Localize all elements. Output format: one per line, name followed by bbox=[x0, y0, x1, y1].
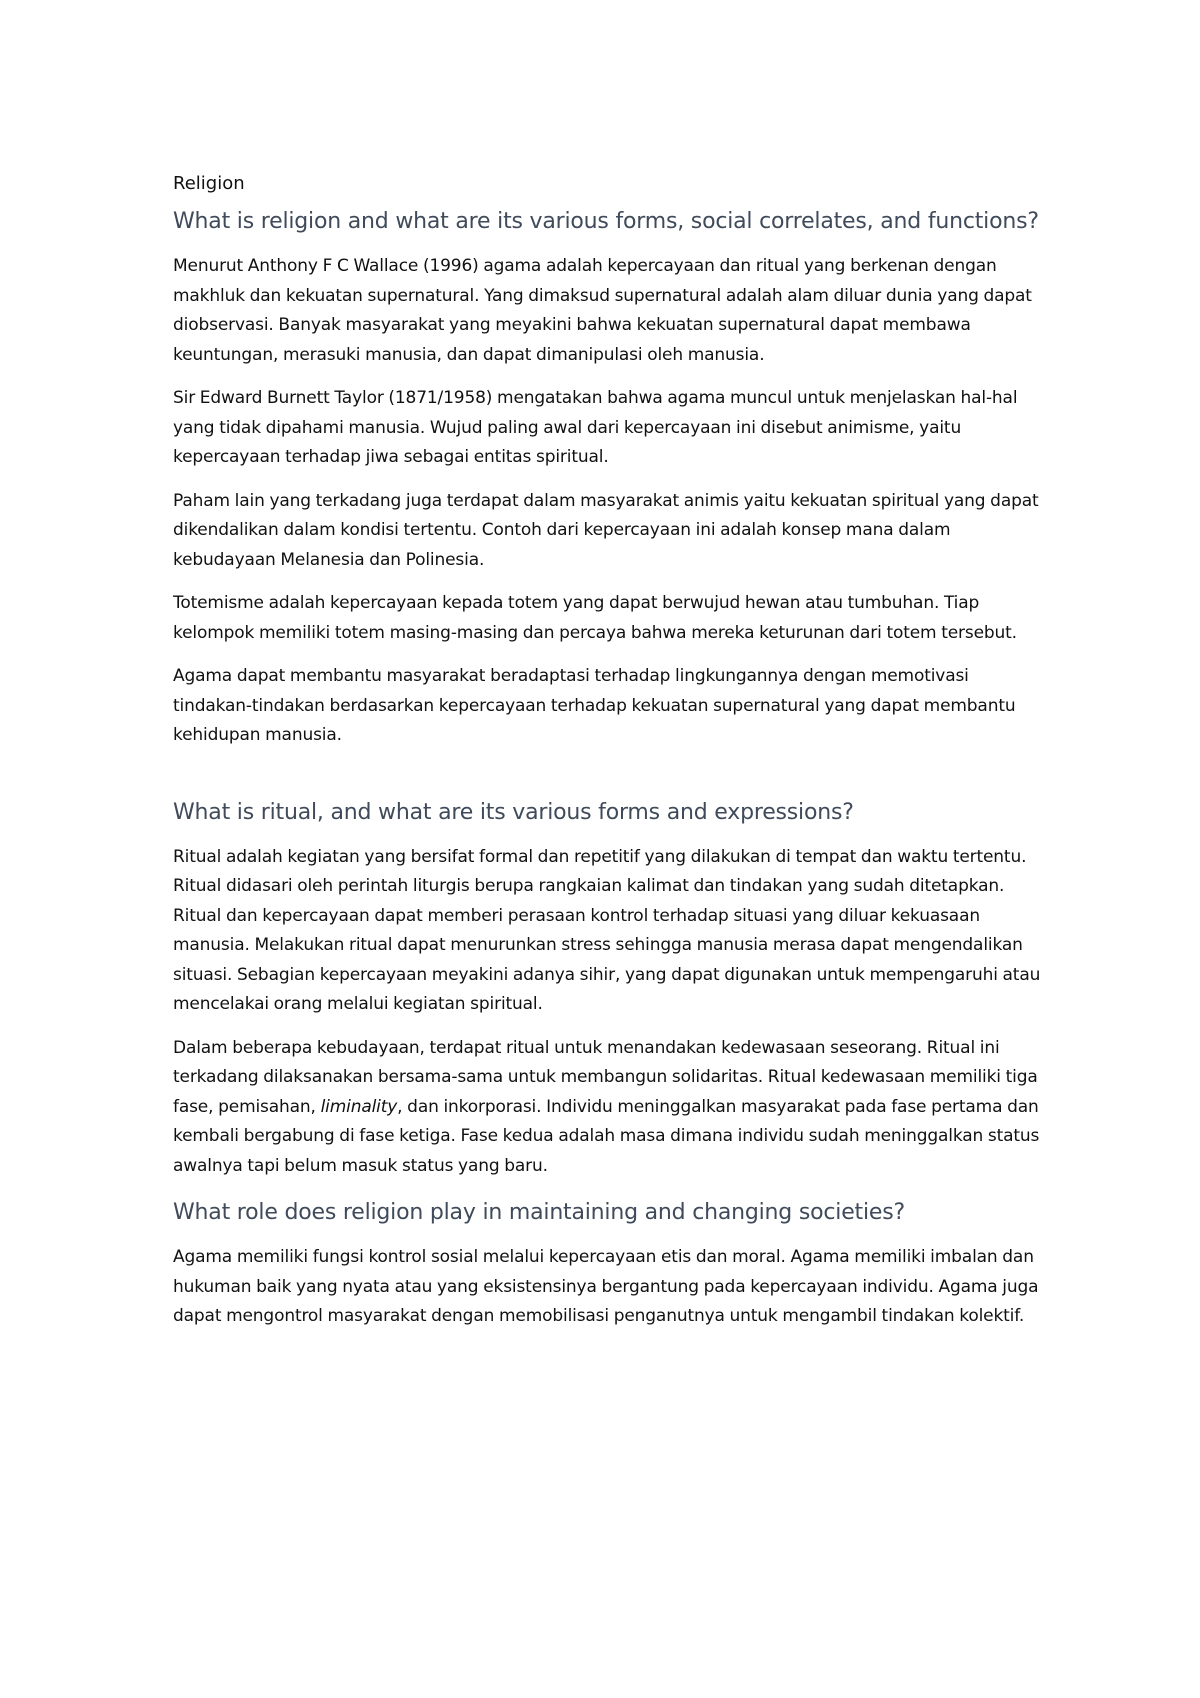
section-heading: What is religion and what are its various forms, social correlates, and functions? bbox=[173, 209, 1039, 234]
section-ritual-forms bbox=[173, 795, 1043, 1182]
section-heading: What is ritual, and what are its various forms and expressions? bbox=[173, 799, 854, 825]
paragraph-with-italic bbox=[173, 1034, 1043, 1182]
paragraph: Sir Edward Burnett Taylor (1871/1958) mengatakan bahwa agama muncul untuk menjelaskan hal-hal yang tidak dipahami manusia. Wujud paling awal dari kepercayaan ini disebut animisme, yaitu kepercayaan terhadap jiwa sebagai entitas spiritual. bbox=[173, 388, 1018, 467]
section-heading: What role does religion play in maintaining and changing societies? bbox=[173, 1200, 905, 1225]
document-title: Religion bbox=[173, 173, 245, 194]
section-religion-role bbox=[173, 1195, 1043, 1332]
italic-term: liminality bbox=[320, 1096, 398, 1117]
paragraph: Agama dapat membantu masyarakat beradaptasi terhadap lingkungannya dengan memotivasi tindakan-tindakan berdasarkan kepercayaan terhadap kekuatan supernatural yang dapat membantu kehidupan manusia. bbox=[173, 666, 1016, 745]
paragraph-text: Dalam beberapa kebudayaan, terdapat ritual untuk menandakan kedewasaan seseorang. Ritual ini terkadang dilaksanakan bersama-sama untuk membangun solidaritas. Ritual kedewasaan memiliki tiga fase, pemisahan, bbox=[173, 1037, 1038, 1117]
document-body bbox=[173, 170, 1043, 1346]
paragraph: Paham lain yang terkadang juga terdapat dalam masyarakat animis yaitu kekuatan spiritual yang dapat dikendalikan dalam kondisi tertentu. Contoh dari kepercayaan ini adalah konsep mana dalam kebudayaan Melanesia dan Polinesia. bbox=[173, 490, 1039, 570]
paragraph: Menurut Anthony F C Wallace (1996) agama adalah kepercayaan dan ritual yang berkenan dengan makhluk dan kekuatan supernatural. Yang dimaksud supernatural adalah alam diluar dunia yang dapat diobservasi. Banyak masyarakat yang meyakini bahwa kekuatan supernatural dapat membawa keuntungan, merasuki manusia, dan dapat dimanipulasi oleh manusia. bbox=[173, 256, 1032, 365]
paragraph-text: , dan inkorporasi. Individu meninggalkan masyarakat pada fase pertama dan kembali bergabung di fase ketiga. Fase kedua adalah masa dimana individu sudah meninggalkan status awalnya tapi belum masuk status yang baru. bbox=[173, 1096, 1040, 1176]
paragraph: Ritual adalah kegiatan yang bersifat formal dan repetitif yang dilakukan di tempat dan waktu tertentu. Ritual didasari oleh perintah liturgis berupa rangkaian kalimat dan tindakan yang sudah ditetapkan. Ritual dan kepercayaan dapat memberi perasaan kontrol terhadap situasi yang diluar kekuasaan manusia. Melakukan ritual dapat menurunkan stress sehingga manusia merasa dapat mengendalikan situasi. Sebagian kepercayaan meyakini adanya sihir, yang dapat digunakan untuk mempengaruhi atau mencelakai orang melalui kegiatan spiritual. bbox=[173, 846, 1041, 1014]
section-religion-forms bbox=[173, 204, 1043, 751]
paragraph: Agama memiliki fungsi kontrol sosial melalui kepercayaan etis dan moral. Agama memiliki imbalan dan hukuman baik yang nyata atau yang eksistensinya bergantung pada kepercayaan individu. Agama juga dapat mengontrol masyarakat dengan memobilisasi penganutnya untuk mengambil tindakan kolektif. bbox=[173, 1247, 1039, 1326]
paragraph: Totemisme adalah kepercayaan kepada totem yang dapat berwujud hewan atau tumbuhan. Tiap kelompok memiliki totem masing-masing dan percaya bahwa mereka keturunan dari totem tersebut. bbox=[173, 593, 1017, 643]
